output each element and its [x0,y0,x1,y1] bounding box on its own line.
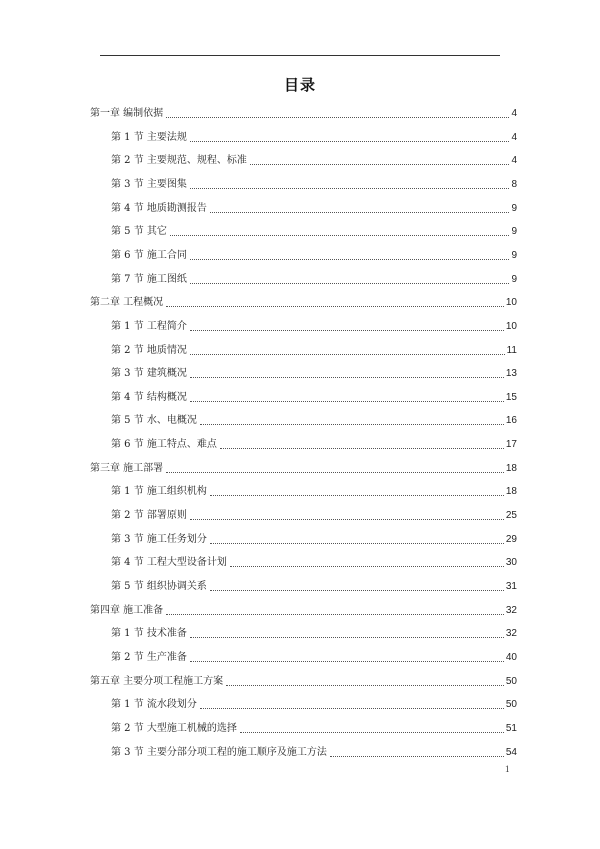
dot-leader [166,306,504,307]
toc-entry-label: 第二章 工程概况 [90,297,164,309]
toc-entry-page-number: 10 [505,297,517,309]
toc-entry-page-number: 9 [511,226,517,238]
toc-entry-label: 第五章 主要分项工程施工方案 [90,675,224,687]
toc-entry-page-number: 9 [511,273,517,285]
toc-section-entry[interactable] [111,482,517,498]
toc-section-entry[interactable] [111,553,517,569]
page-title: 目录 [283,76,316,94]
toc-entry-page-number: 40 [505,651,517,663]
toc-entry-page-number: 50 [505,699,517,711]
toc-entry-page-number: 30 [505,557,517,569]
toc-entry-page-number: 25 [505,510,517,522]
toc-entry-page-number: 4 [511,131,517,143]
toc-entry-label: 第 2 节 生产准备 [111,651,187,663]
dot-leader [250,164,510,165]
dot-leader [226,685,504,686]
dot-leader [210,212,510,213]
toc-section-entry[interactable] [111,270,517,286]
toc-entry-label: 第 4 节 地质勘测报告 [111,202,207,214]
dot-leader [200,424,504,425]
dot-leader [166,472,504,473]
toc-entry-page-number: 32 [505,628,517,640]
toc-entry-label: 第 5 节 水、电概况 [111,415,197,427]
toc-entry-label: 第 2 节 地质情况 [111,344,187,356]
toc-entry-page-number: 9 [511,202,517,214]
toc-section-entry[interactable] [111,719,517,735]
toc-entry-label: 第 4 节 工程大型设备计划 [111,557,227,569]
header-rule [100,55,500,56]
toc-entry-page-number: 4 [511,108,517,119]
dot-leader [330,756,504,757]
toc-section-entry[interactable] [111,695,517,711]
toc-entry-page-number: 16 [505,415,517,427]
toc-entry-page-number: 54 [505,746,517,758]
toc-entry-label: 第 2 节 大型施工机械的选择 [111,722,237,734]
toc-section-entry[interactable] [111,577,517,593]
toc-section-entry[interactable] [111,246,517,262]
toc-entry-page-number: 10 [505,320,517,332]
toc-entry-page-number: 11 [506,344,517,356]
toc-entry-page-number: 17 [505,439,517,451]
toc-section-entry[interactable] [111,435,517,451]
toc-entry-page-number: 18 [505,486,517,498]
dot-leader [200,708,504,709]
toc-chapter-entry[interactable] [90,672,517,688]
dot-leader [190,354,505,355]
toc-entry-label: 第一章 编制依据 [90,108,164,119]
toc-section-entry[interactable] [111,624,517,640]
toc-entry-label: 第 7 节 施工图纸 [111,273,187,285]
toc-entry-label: 第 1 节 流水段划分 [111,699,197,711]
toc-section-entry[interactable] [111,341,517,357]
dot-leader [190,661,504,662]
dot-leader [190,141,510,142]
toc-section-entry[interactable] [111,175,517,191]
toc-entry-label: 第 6 节 施工特点、难点 [111,439,217,451]
toc-entry-label: 第 2 节 部署原则 [111,510,187,522]
toc-entry-label: 第 3 节 施工任务划分 [111,533,207,545]
dot-leader [190,330,504,331]
toc-entry-label: 第 3 节 主要分部分项工程的施工顺序及施工方法 [111,746,327,758]
toc-chapter-entry[interactable] [90,104,517,120]
toc-section-entry[interactable] [111,411,517,427]
dot-leader [220,448,504,449]
toc-entry-page-number: 31 [505,581,517,592]
toc-entry-page-number: 51 [505,722,517,734]
toc-section-entry[interactable] [111,648,517,664]
dot-leader [190,377,504,378]
toc-entry-label: 第 4 节 结构概况 [111,391,187,403]
toc-chapter-entry[interactable] [90,293,517,309]
toc-entry-label: 第四章 施工准备 [90,604,164,616]
toc-section-entry[interactable] [111,743,517,759]
toc-entry-label: 第 5 节 组织协调关系 [111,581,207,592]
toc-entry-label: 第 1 节 工程简介 [111,320,187,332]
toc-entry-page-number: 15 [505,391,517,403]
toc-chapter-entry[interactable] [90,459,517,475]
toc-section-entry[interactable] [111,506,517,522]
toc-section-entry[interactable] [111,364,517,380]
toc-entry-label: 第 2 节 主要规范、规程、标准 [111,155,247,167]
toc-entry-label: 第三章 施工部署 [90,462,164,474]
dot-leader [190,283,510,284]
dot-leader [210,590,504,591]
page-number: 1 [505,764,510,774]
toc-section-entry[interactable] [111,128,517,144]
toc-section-entry[interactable] [111,388,517,404]
dot-leader [166,614,504,615]
toc-section-entry[interactable] [111,199,517,215]
toc-entry-label: 第 1 节 主要法规 [111,131,187,143]
toc-entry-page-number: 9 [511,249,517,261]
toc-entry-page-number: 13 [505,368,517,380]
toc-entry-label: 第 3 节 建筑概况 [111,368,187,380]
toc-section-entry[interactable] [111,317,517,333]
dot-leader [170,235,510,236]
dot-leader [240,732,504,733]
toc-entry-page-number: 8 [511,178,517,190]
dot-leader [230,566,504,567]
toc-entry-label: 第 5 节 其它 [111,226,167,238]
toc-entry-page-number: 29 [505,533,517,545]
toc-section-entry[interactable] [111,222,517,238]
dot-leader [190,188,510,189]
dot-leader [190,259,510,260]
toc-entry-page-number: 32 [505,604,517,616]
toc-section-entry[interactable] [111,151,517,167]
dot-leader [190,519,504,520]
toc-chapter-entry[interactable] [90,601,517,617]
toc-entry-label: 第 6 节 施工合同 [111,249,187,261]
dot-leader [210,543,504,544]
toc-entry-page-number: 18 [505,462,517,474]
toc-entry-label: 第 1 节 施工组织机构 [111,486,207,498]
toc-entry-page-number: 4 [511,155,517,167]
toc-entry-label: 第 1 节 技术准备 [111,628,187,640]
dot-leader [210,495,504,496]
toc-entry-page-number: 50 [505,675,517,687]
toc-section-entry[interactable] [111,530,517,546]
toc-entry-label: 第 3 节 主要图集 [111,178,187,190]
dot-leader [190,637,504,638]
dot-leader [166,117,509,118]
dot-leader [190,401,504,402]
